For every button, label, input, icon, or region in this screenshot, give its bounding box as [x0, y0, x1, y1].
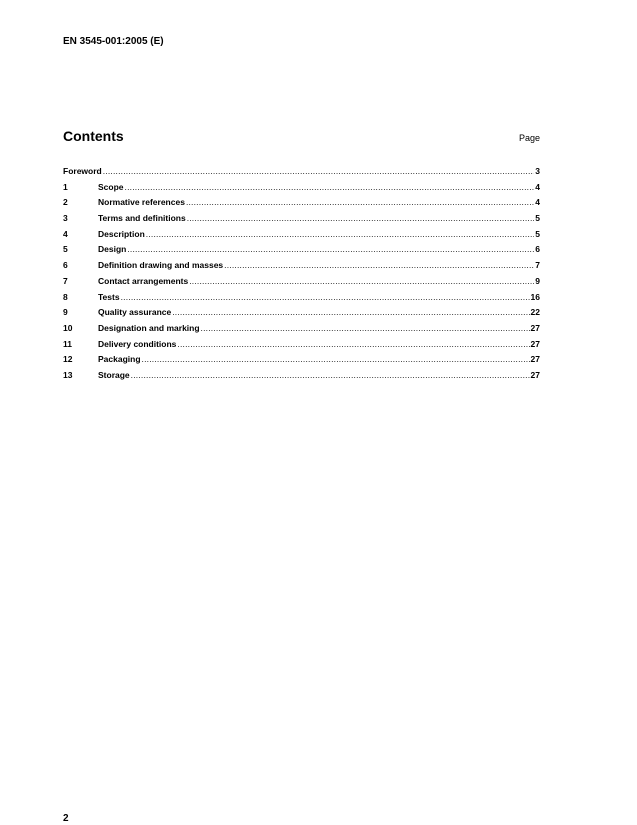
toc-entry[interactable]: [63, 307, 540, 323]
toc-entry-page: 27: [530, 354, 540, 365]
toc-entry-title: Terms and definitions: [98, 213, 186, 224]
toc-entry-title: Definition drawing and masses: [98, 260, 224, 271]
toc-entry-number: 3: [63, 213, 68, 224]
toc-entry-page: 9: [535, 275, 540, 286]
toc-entry-page: 22: [530, 307, 540, 318]
toc-entry-title: Delivery conditions: [98, 338, 177, 349]
toc-entry-title: Designation and marking: [98, 322, 200, 333]
toc-entry[interactable]: [63, 260, 540, 276]
toc-entry-title: Foreword: [63, 166, 102, 176]
toc-entry-page: 5: [535, 228, 540, 239]
toc-entry-number: 2: [63, 197, 68, 208]
toc-leader-dots: [187, 213, 535, 223]
page-column-label: Page: [518, 133, 540, 143]
page-number: 2: [63, 813, 69, 824]
toc-entry-page: 4: [535, 181, 540, 192]
toc-entry[interactable]: [63, 370, 540, 386]
toc-entry[interactable]: [63, 229, 540, 245]
toc-entry-title: Scope: [98, 181, 124, 192]
toc-leader-dots: [103, 166, 535, 176]
toc-leader-dots: [201, 323, 530, 333]
toc-entry-number: 12: [63, 354, 73, 365]
toc-entry-number: 8: [63, 291, 68, 302]
toc-entry-number: 7: [63, 275, 68, 286]
toc-entry[interactable]: [63, 339, 540, 355]
toc-entry[interactable]: [63, 213, 540, 229]
toc-entry-number: 11: [63, 338, 72, 349]
toc-entry-number: 9: [63, 307, 68, 318]
toc-entry[interactable]: [63, 197, 540, 213]
toc-entry-title: Quality assurance: [98, 307, 172, 318]
toc-entry[interactable]: [63, 323, 540, 339]
toc-leader-dots: [121, 292, 530, 302]
toc-leader-dots: [127, 244, 534, 254]
toc-entry-title: Design: [98, 244, 127, 255]
document-header: EN 3545-001:2005 (E): [63, 36, 164, 47]
toc-leader-dots: [189, 276, 534, 286]
toc-entry-page: 4: [535, 197, 540, 208]
toc-leader-dots: [172, 307, 529, 317]
toc-entry-title: Storage: [98, 369, 130, 380]
toc-entry-number: 10: [63, 322, 73, 333]
toc-entry-number: 4: [63, 228, 68, 239]
toc-leader-dots: [131, 370, 530, 380]
toc-entry-page: 27: [530, 369, 540, 380]
toc-entry[interactable]: [63, 182, 540, 198]
toc-leader-dots: [142, 354, 530, 364]
toc-entry-page: 6: [535, 244, 540, 255]
toc-entry-title: Contact arrangements: [98, 275, 189, 286]
toc-leader-dots: [177, 339, 529, 349]
toc-entry[interactable]: [63, 244, 540, 260]
toc-entry[interactable]: [63, 276, 540, 292]
toc-entry-title: Description: [98, 228, 145, 239]
toc-entry[interactable]: [63, 166, 540, 182]
toc-entry-number: 5: [63, 244, 68, 255]
toc-entry-title: Tests: [98, 291, 120, 302]
toc-entry-number: 13: [63, 369, 73, 380]
table-of-contents: [63, 166, 540, 386]
toc-entry-page: 7: [535, 260, 540, 271]
toc-leader-dots: [224, 260, 534, 270]
toc-leader-dots: [146, 229, 535, 239]
toc-entry[interactable]: [63, 354, 540, 370]
toc-entry-page: 27: [530, 322, 540, 333]
toc-entry-number: 6: [63, 260, 68, 271]
toc-leader-dots: [186, 197, 534, 207]
toc-entry[interactable]: [63, 292, 540, 308]
toc-entry-page: 27: [530, 338, 540, 349]
toc-entry-page: 5: [535, 213, 540, 224]
toc-entry-title: Normative references: [98, 197, 185, 208]
toc-entry-page: 16: [530, 291, 540, 302]
toc-entry-number: 1: [63, 181, 68, 192]
toc-entry-title: Packaging: [98, 354, 141, 365]
contents-title: Contents: [63, 128, 124, 144]
toc-entry-page: 3: [535, 166, 540, 176]
toc-leader-dots: [125, 182, 535, 192]
